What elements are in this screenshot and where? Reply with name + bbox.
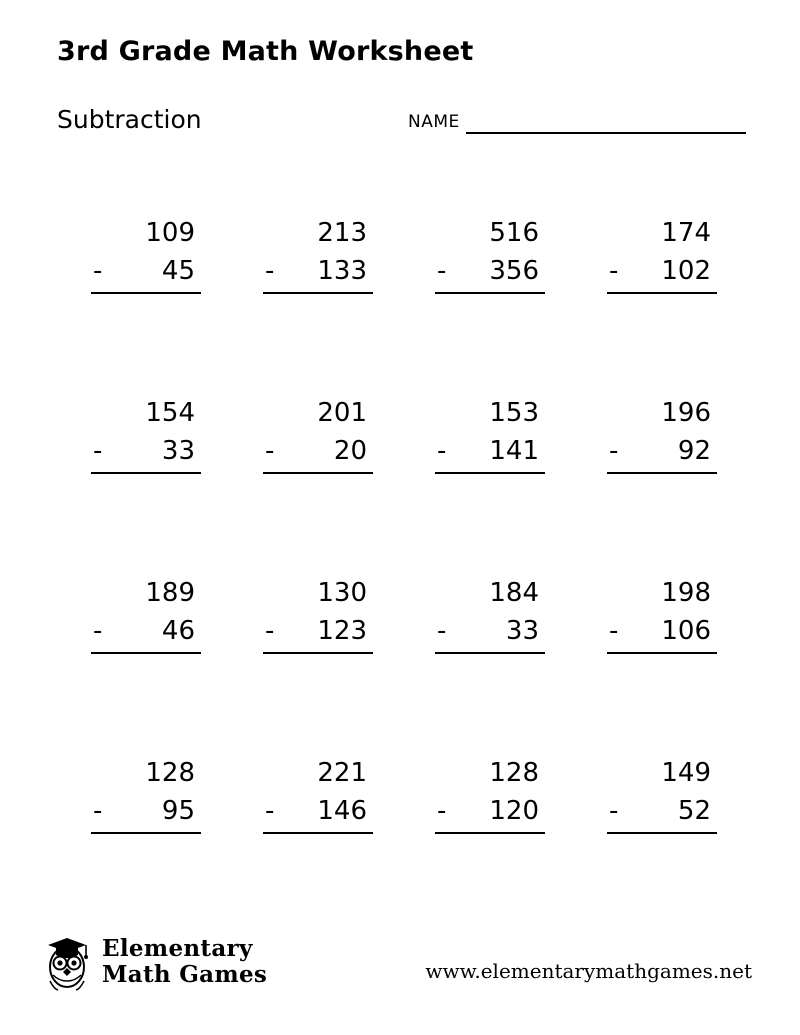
minuend: 130 [317, 578, 367, 608]
problem-cell [232, 575, 404, 755]
problem-row [60, 215, 750, 395]
subtraction-problem [607, 575, 717, 755]
minus-operator: - [437, 255, 447, 286]
subtrahend-row [435, 433, 545, 475]
owl-graduate-icon [40, 931, 94, 993]
subtrahend: 95 [161, 795, 195, 826]
subtrahend: 146 [317, 795, 367, 826]
subtrahend-row [91, 613, 201, 655]
minus-operator: - [437, 795, 447, 826]
subtrahend-row [91, 253, 201, 295]
problem-cell [60, 395, 232, 575]
subtrahend-row [91, 433, 201, 475]
name-label: NAME [408, 112, 460, 132]
subtraction-problem [607, 215, 717, 395]
subtrahend-row [607, 433, 717, 475]
minuend: 184 [489, 578, 539, 608]
subtrahend-row [607, 613, 717, 655]
name-field-group [408, 112, 746, 134]
minus-operator: - [93, 435, 103, 466]
problem-cell [60, 215, 232, 395]
subtrahend-row [263, 613, 373, 655]
subtrahend: 102 [661, 255, 711, 286]
subtraction-problem [263, 215, 373, 395]
problem-grid [60, 215, 750, 935]
minus-operator: - [437, 615, 447, 646]
minus-operator: - [93, 615, 103, 646]
subtraction-problem [435, 755, 545, 935]
problem-cell [60, 575, 232, 755]
subtraction-problem [435, 575, 545, 755]
subtraction-problem [263, 395, 373, 575]
minus-operator: - [437, 435, 447, 466]
problem-cell [404, 215, 576, 395]
subtrahend-row [91, 793, 201, 835]
problem-cell [576, 575, 748, 755]
subtrahend: 92 [677, 435, 711, 466]
problem-row [60, 755, 750, 935]
minuend: 213 [317, 218, 367, 248]
problem-cell [576, 215, 748, 395]
logo-text [102, 936, 267, 989]
website-url[interactable]: www.elementarymathgames.net [425, 959, 752, 983]
minus-operator: - [609, 435, 619, 466]
problem-cell [576, 755, 748, 935]
minuend: 198 [661, 578, 711, 608]
subtrahend-row [263, 793, 373, 835]
minuend: 128 [489, 758, 539, 788]
problem-cell [404, 575, 576, 755]
minus-operator: - [609, 615, 619, 646]
minuend: 149 [661, 758, 711, 788]
subtrahend: 133 [317, 255, 367, 286]
subtraction-problem [263, 755, 373, 935]
subtrahend: 106 [661, 615, 711, 646]
minuend: 153 [489, 398, 539, 428]
problem-row [60, 395, 750, 575]
minus-operator: - [93, 255, 103, 286]
minuend: 196 [661, 398, 711, 428]
problem-cell [60, 755, 232, 935]
subtraction-problem [435, 215, 545, 395]
subtrahend: 120 [489, 795, 539, 826]
minuend: 174 [661, 218, 711, 248]
minuend: 189 [145, 578, 195, 608]
subtraction-problem [91, 575, 201, 755]
subtraction-problem [91, 395, 201, 575]
logo-line-1: Elementary [102, 934, 253, 962]
subtrahend-row [263, 433, 373, 475]
subtrahend: 141 [489, 435, 539, 466]
minus-operator: - [265, 615, 275, 646]
subtrahend-row [607, 253, 717, 295]
minus-operator: - [265, 255, 275, 286]
subtrahend: 123 [317, 615, 367, 646]
problem-cell [232, 395, 404, 575]
page-title: 3rd Grade Math Worksheet [57, 36, 474, 67]
site-logo[interactable] [40, 931, 267, 993]
subtraction-problem [607, 755, 717, 935]
subtrahend-row [435, 253, 545, 295]
subtrahend-row [435, 613, 545, 655]
subtrahend: 33 [505, 615, 539, 646]
subtraction-problem [91, 755, 201, 935]
minus-operator: - [265, 795, 275, 826]
problem-row [60, 575, 750, 755]
minus-operator: - [609, 795, 619, 826]
logo-line-2: Math Games [102, 961, 268, 988]
problem-cell [404, 755, 576, 935]
subtrahend-row [263, 253, 373, 295]
subtrahend-row [607, 793, 717, 835]
worksheet-topic: Subtraction [57, 105, 202, 134]
problem-cell [232, 215, 404, 395]
subtraction-problem [91, 215, 201, 395]
subtrahend: 33 [161, 435, 195, 466]
subtrahend: 45 [161, 255, 195, 286]
minus-operator: - [93, 795, 103, 826]
problem-cell [576, 395, 748, 575]
subtrahend-row [435, 793, 545, 835]
subtraction-problem [435, 395, 545, 575]
minuend: 109 [145, 218, 195, 248]
subtrahend: 52 [677, 795, 711, 826]
minuend: 516 [489, 218, 539, 248]
minus-operator: - [609, 255, 619, 286]
minuend: 128 [145, 758, 195, 788]
minuend: 201 [317, 398, 367, 428]
subtrahend: 356 [489, 255, 539, 286]
minus-operator: - [265, 435, 275, 466]
minuend: 221 [317, 758, 367, 788]
minuend: 154 [145, 398, 195, 428]
subtraction-problem [607, 395, 717, 575]
problem-cell [404, 395, 576, 575]
subtrahend: 20 [333, 435, 367, 466]
subtraction-problem [263, 575, 373, 755]
problem-cell [232, 755, 404, 935]
subtrahend: 46 [161, 615, 195, 646]
name-input-line[interactable] [466, 112, 746, 134]
